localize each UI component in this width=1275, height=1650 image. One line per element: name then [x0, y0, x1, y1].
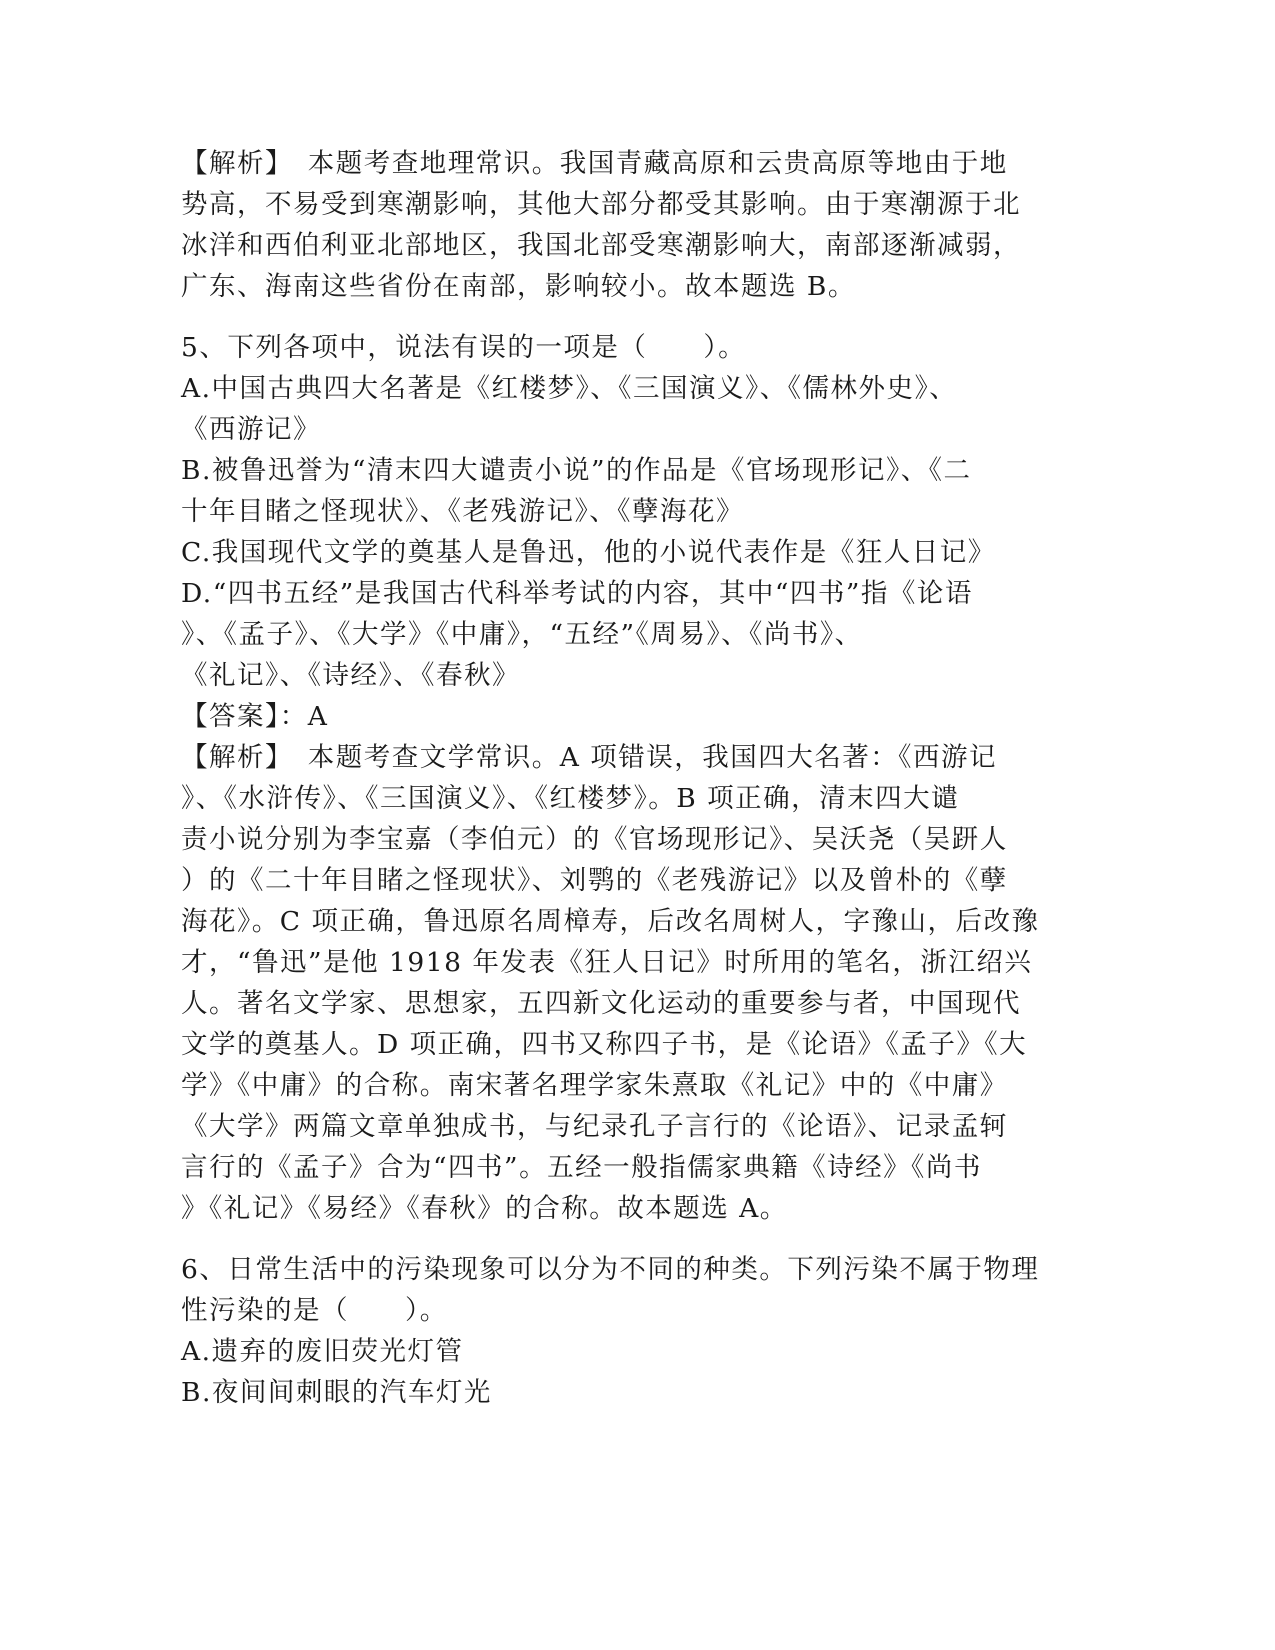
analysis-line: ）的《二十年目睹之怪现状》、刘鹗的《老残游记》以及曾朴的《孽: [181, 865, 1008, 896]
analysis-line: 《大学》两篇文章单独成书，与纪录孔子言行的《论语》、记录孟轲: [181, 1111, 1008, 1142]
analysis-line: 学》《中庸》的合称。南宋著名理学家朱熹取《礼记》中的《中庸》: [181, 1070, 1008, 1101]
answer-line: 【答案】：A: [181, 701, 329, 732]
option-b: B.被鲁迅誉为“清末四大谴责小说”的作品是《官场现形记》、《二: [181, 455, 972, 486]
question-stem: 6、日常生活中的污染现象可以分为不同的种类。下列污染不属于物理: [181, 1254, 1040, 1285]
analysis-line: 【解析】 本题考查地理常识。我国青藏高原和云贵高原等地由于地: [181, 148, 1008, 179]
analysis-line: 》、《水浒传》、《三国演义》、《红楼梦》。B 项正确，清末四大谴: [181, 783, 960, 814]
option-d-cont: 》、《孟子》、《大学》《中庸》，“五经”《周易》、《尚书》、: [181, 619, 863, 650]
analysis-line: 才，“鲁迅”是他 1918 年发表《狂人日记》时所用的笔名，浙江绍兴: [181, 947, 1033, 978]
analysis-line: 广东、海南这些省份在南部，影响较小。故本题选 B。: [181, 271, 856, 302]
option-c: C.我国现代文学的奠基人是鲁迅，他的小说代表作是《狂人日记》: [181, 537, 996, 568]
analysis-section-q4: [181, 143, 1051, 307]
analysis-line: 人。著名文学家、思想家，五四新文化运动的重要参与者，中国现代: [181, 988, 1021, 1019]
paragraph-gap: [181, 1229, 1051, 1249]
analysis-line: 文学的奠基人。D 项正确，四书又称四子书，是《论语》《孟子》《大: [181, 1029, 1028, 1060]
option-d: D.“四书五经”是我国古代科举考试的内容，其中“四书”指《论语: [181, 578, 973, 609]
question-stem: 5、下列各项中，说法有误的一项是（ ）。: [181, 332, 747, 363]
question-stem-cont: 性污染的是（ ）。: [181, 1295, 448, 1326]
analysis-line: 》《礼记》《易经》《春秋》的合称。故本题选 A。: [181, 1193, 788, 1224]
analysis-line: 冰洋和西伯利亚北部地区，我国北部受寒潮影响大，南部逐渐减弱，: [181, 230, 1021, 261]
analysis-line: 势高，不易受到寒潮影响，其他大部分都受其影响。由于寒潮源于北: [181, 189, 1021, 220]
paragraph-gap: [181, 307, 1051, 327]
option-a: A.中国古典四大名著是《红楼梦》、《三国演义》、《儒林外史》、: [181, 373, 958, 404]
option-a-cont: 《西游记》: [181, 414, 321, 445]
analysis-line: 海花》。C 项正确，鲁迅原名周樟寿，后改名周树人，字豫山，后改豫: [181, 906, 1040, 937]
document-body: [181, 143, 1051, 1413]
analysis-line: 言行的《孟子》合为“四书”。五经一般指儒家典籍《诗经》《尚书: [181, 1152, 982, 1183]
analysis-line: 责小说分别为李宝嘉（李伯元）的《官场现形记》、吴沃尧（吴趼人: [181, 824, 1008, 855]
option-a: A.遗弃的废旧荧光灯管: [181, 1336, 464, 1367]
option-d-cont: 《礼记》、《诗经》、《春秋》: [181, 660, 520, 691]
option-b-cont: 十年目睹之怪现状》、《老残游记》、《孽海花》: [181, 496, 744, 527]
analysis-line: 【解析】 本题考查文学常识。A 项错误，我国四大名著：《西游记: [181, 742, 998, 773]
option-b: B.夜间间刺眼的汽车灯光: [181, 1377, 492, 1408]
question-6: [181, 1249, 1051, 1413]
question-5: [181, 327, 1051, 1229]
